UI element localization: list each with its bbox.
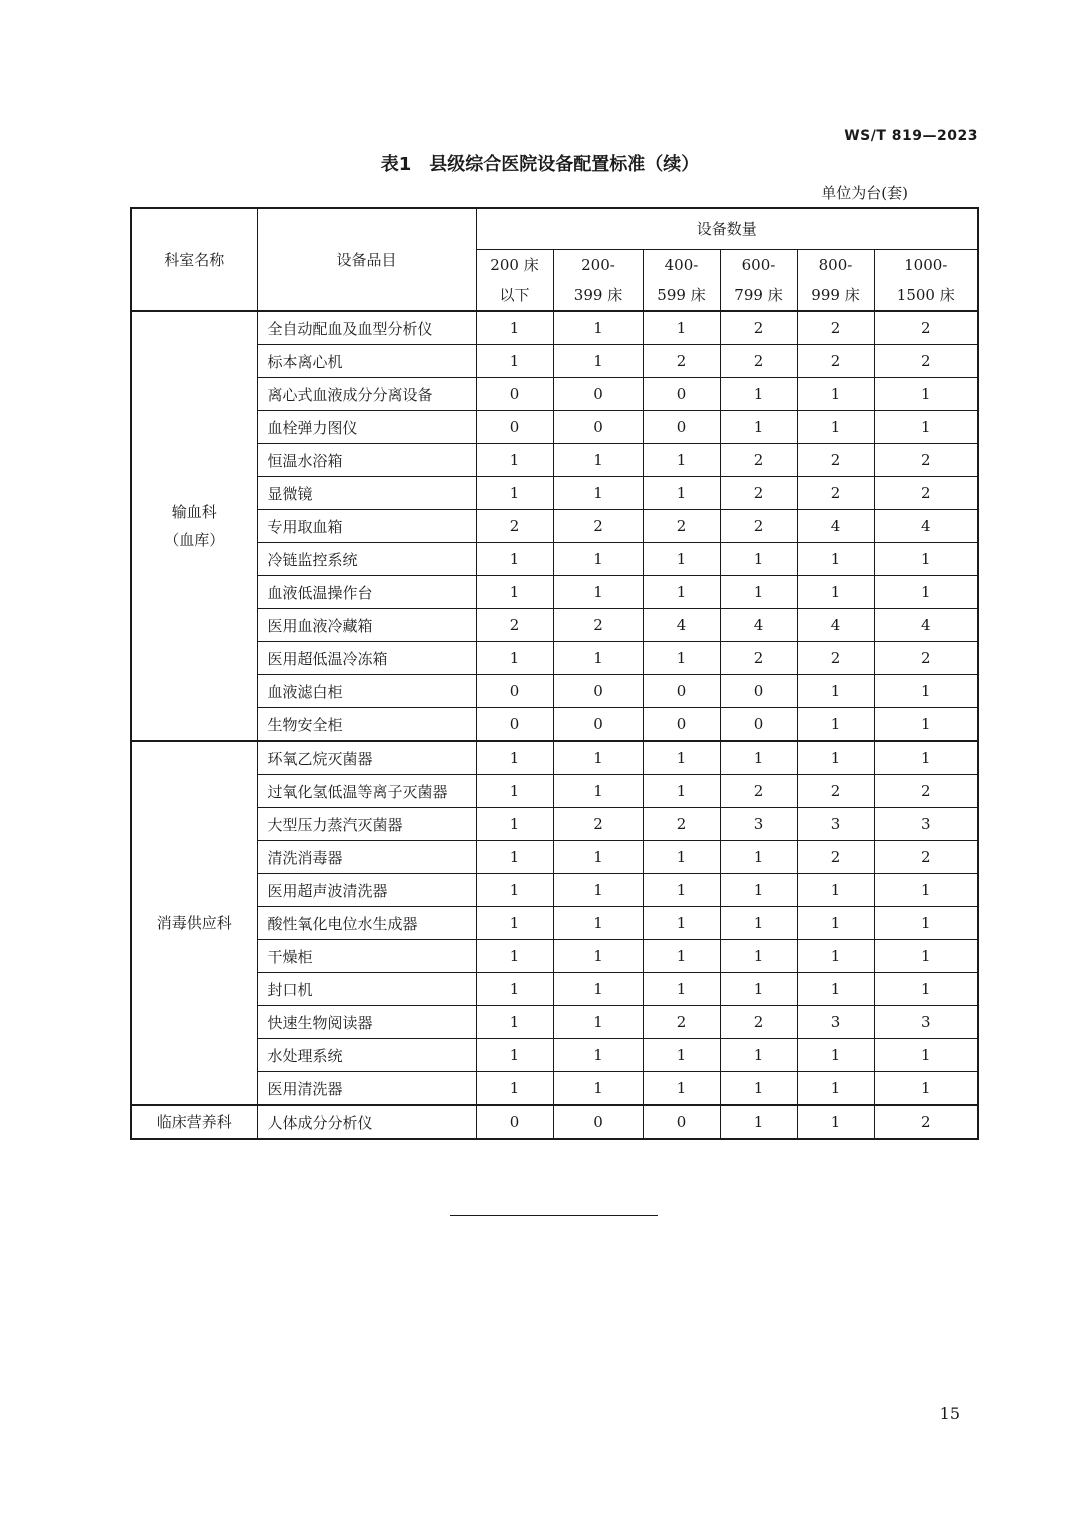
quantity-cell: 1 (643, 642, 720, 675)
quantity-cell: 0 (476, 708, 553, 742)
quantity-cell: 1 (476, 741, 553, 775)
quantity-cell: 1 (874, 1039, 978, 1072)
quantity-cell: 2 (874, 345, 978, 378)
quantity-cell: 1 (797, 907, 874, 940)
quantity-cell: 1 (720, 907, 797, 940)
equipment-item: 冷链监控系统 (257, 543, 476, 576)
quantity-cell: 1 (720, 576, 797, 609)
table-row (131, 1072, 978, 1106)
quantity-cell: 2 (720, 444, 797, 477)
quantity-cell: 1 (643, 741, 720, 775)
quantity-cell: 1 (643, 543, 720, 576)
quantity-cell: 1 (874, 1072, 978, 1106)
table-row (131, 311, 978, 345)
table-row (131, 444, 978, 477)
quantity-cell: 1 (797, 708, 874, 742)
equipment-item: 标本离心机 (257, 345, 476, 378)
quantity-cell: 1 (874, 378, 978, 411)
quantity-cell: 3 (720, 808, 797, 841)
equipment-item: 血液滤白柜 (257, 675, 476, 708)
table-row (131, 609, 978, 642)
quantity-cell: 1 (553, 940, 643, 973)
equipment-table (130, 207, 979, 1140)
quantity-cell: 1 (476, 576, 553, 609)
quantity-cell: 2 (720, 311, 797, 345)
quantity-cell: 2 (797, 775, 874, 808)
bed-range-line1: 800- (818, 256, 853, 274)
quantity-cell: 1 (720, 874, 797, 907)
quantity-cell: 0 (643, 675, 720, 708)
quantity-cell: 1 (797, 543, 874, 576)
quantity-cell: 1 (553, 841, 643, 874)
quantity-cell: 2 (553, 808, 643, 841)
col-header-beds (797, 250, 874, 312)
bed-range-line2: 599 床 (657, 286, 706, 304)
quantity-cell: 2 (797, 477, 874, 510)
quantity-cell: 0 (553, 675, 643, 708)
equipment-item: 显微镜 (257, 477, 476, 510)
department-name (131, 741, 257, 1105)
quantity-cell: 0 (643, 411, 720, 444)
quantity-cell: 0 (476, 378, 553, 411)
quantity-cell: 1 (643, 874, 720, 907)
quantity-cell: 1 (720, 973, 797, 1006)
quantity-cell: 1 (643, 907, 720, 940)
quantity-cell: 1 (874, 940, 978, 973)
equipment-item: 大型压力蒸汽灭菌器 (257, 808, 476, 841)
bed-range-line2: 799 床 (734, 286, 783, 304)
bed-range-line1: 400- (664, 256, 699, 274)
quantity-cell: 1 (720, 543, 797, 576)
quantity-cell: 2 (643, 510, 720, 543)
table-row (131, 874, 978, 907)
quantity-cell: 1 (476, 444, 553, 477)
table-row (131, 907, 978, 940)
quantity-cell: 1 (553, 1006, 643, 1039)
table-row (131, 940, 978, 973)
table-header (131, 208, 978, 311)
unit-note: 单位为台(套) (821, 184, 908, 202)
quantity-cell: 0 (553, 378, 643, 411)
quantity-cell: 1 (720, 940, 797, 973)
quantity-cell: 2 (553, 609, 643, 642)
quantity-cell: 1 (476, 543, 553, 576)
quantity-cell: 0 (476, 411, 553, 444)
quantity-cell: 2 (643, 345, 720, 378)
quantity-cell: 0 (720, 708, 797, 742)
quantity-cell: 4 (643, 609, 720, 642)
quantity-cell: 2 (874, 1105, 978, 1139)
col-header-beds (553, 250, 643, 312)
equipment-item: 水处理系统 (257, 1039, 476, 1072)
quantity-cell: 2 (476, 510, 553, 543)
quantity-cell: 3 (874, 1006, 978, 1039)
equipment-item: 快速生物阅读器 (257, 1006, 476, 1039)
quantity-cell: 2 (643, 1006, 720, 1039)
quantity-cell: 1 (553, 907, 643, 940)
quantity-cell: 0 (476, 1105, 553, 1139)
quantity-cell: 1 (797, 675, 874, 708)
equipment-item: 医用超低温冷冻箱 (257, 642, 476, 675)
department-name-line1: 消毒供应科 (156, 914, 232, 932)
equipment-item: 离心式血液成分分离设备 (257, 378, 476, 411)
table-row (131, 708, 978, 742)
quantity-cell: 1 (797, 874, 874, 907)
quantity-cell: 4 (874, 510, 978, 543)
quantity-cell: 1 (476, 477, 553, 510)
quantity-cell: 2 (797, 642, 874, 675)
table-row (131, 775, 978, 808)
quantity-cell: 1 (553, 741, 643, 775)
col-header-dept: 科室名称 (131, 208, 257, 311)
equipment-item: 过氧化氢低温等离子灭菌器 (257, 775, 476, 808)
bed-range-line1: 200 床 (490, 256, 539, 274)
equipment-item: 干燥柜 (257, 940, 476, 973)
quantity-cell: 0 (643, 378, 720, 411)
quantity-cell: 1 (797, 411, 874, 444)
quantity-cell: 1 (874, 973, 978, 1006)
quantity-cell: 3 (874, 808, 978, 841)
equipment-item: 专用取血箱 (257, 510, 476, 543)
quantity-cell: 0 (553, 1105, 643, 1139)
equipment-item: 医用清洗器 (257, 1072, 476, 1106)
bed-range-line2: 999 床 (811, 286, 860, 304)
quantity-cell: 1 (476, 1006, 553, 1039)
department-name (131, 311, 257, 741)
quantity-cell: 2 (874, 642, 978, 675)
table-row (131, 1105, 978, 1139)
table-row (131, 510, 978, 543)
equipment-item: 酸性氧化电位水生成器 (257, 907, 476, 940)
table-row (131, 808, 978, 841)
quantity-cell: 1 (553, 874, 643, 907)
equipment-item: 全自动配血及血型分析仪 (257, 311, 476, 345)
quantity-cell: 1 (553, 543, 643, 576)
department-name-line2: （血库） (164, 531, 225, 549)
quantity-cell: 1 (553, 775, 643, 808)
col-header-beds (643, 250, 720, 312)
quantity-cell: 2 (720, 642, 797, 675)
quantity-cell: 1 (553, 576, 643, 609)
quantity-cell: 2 (720, 775, 797, 808)
table-number: 表1 (380, 154, 412, 175)
quantity-cell: 2 (553, 510, 643, 543)
standard-code: WS/T 819—2023 (844, 128, 978, 144)
equipment-item: 人体成分分析仪 (257, 1105, 476, 1139)
table-row (131, 477, 978, 510)
col-header-quantity: 设备数量 (476, 208, 978, 250)
quantity-cell: 1 (553, 1072, 643, 1106)
quantity-cell: 1 (476, 775, 553, 808)
quantity-cell: 2 (874, 477, 978, 510)
quantity-cell: 2 (720, 1006, 797, 1039)
quantity-cell: 2 (874, 311, 978, 345)
quantity-cell: 1 (874, 543, 978, 576)
quantity-cell: 1 (643, 444, 720, 477)
quantity-cell: 1 (553, 973, 643, 1006)
quantity-cell: 1 (553, 345, 643, 378)
quantity-cell: 2 (797, 311, 874, 345)
equipment-item: 血液低温操作台 (257, 576, 476, 609)
table-row (131, 741, 978, 775)
quantity-cell: 4 (797, 510, 874, 543)
equipment-item: 封口机 (257, 973, 476, 1006)
quantity-cell: 1 (874, 708, 978, 742)
quantity-cell: 1 (874, 907, 978, 940)
table-row (131, 378, 978, 411)
quantity-cell: 1 (720, 1072, 797, 1106)
table-title (0, 150, 1080, 176)
table-row (131, 841, 978, 874)
quantity-cell: 1 (797, 576, 874, 609)
quantity-cell: 2 (476, 609, 553, 642)
quantity-cell: 1 (476, 642, 553, 675)
table-title-text: 县级综合医院设备配置标准（续） (429, 154, 700, 175)
col-header-beds (720, 250, 797, 312)
quantity-cell: 1 (553, 444, 643, 477)
equipment-item: 恒温水浴箱 (257, 444, 476, 477)
quantity-cell: 1 (797, 1072, 874, 1106)
quantity-cell: 1 (476, 311, 553, 345)
quantity-cell: 1 (797, 973, 874, 1006)
quantity-cell: 1 (643, 1072, 720, 1106)
quantity-cell: 2 (643, 808, 720, 841)
department-group (131, 741, 978, 1105)
table-row (131, 642, 978, 675)
quantity-cell: 1 (476, 808, 553, 841)
equipment-item: 清洗消毒器 (257, 841, 476, 874)
quantity-cell: 2 (797, 345, 874, 378)
quantity-cell: 1 (797, 1039, 874, 1072)
quantity-cell: 1 (643, 477, 720, 510)
quantity-cell: 2 (720, 510, 797, 543)
quantity-cell: 4 (720, 609, 797, 642)
quantity-cell: 1 (874, 411, 978, 444)
quantity-cell: 2 (720, 345, 797, 378)
table-row (131, 411, 978, 444)
quantity-cell: 1 (476, 1039, 553, 1072)
quantity-cell: 0 (643, 708, 720, 742)
quantity-cell: 1 (643, 973, 720, 1006)
bed-range-line2: 以下 (499, 286, 530, 304)
quantity-cell: 3 (797, 1006, 874, 1039)
quantity-cell: 4 (797, 609, 874, 642)
table-row (131, 675, 978, 708)
quantity-cell: 1 (643, 576, 720, 609)
quantity-cell: 4 (874, 609, 978, 642)
quantity-cell: 1 (797, 741, 874, 775)
quantity-cell: 1 (874, 874, 978, 907)
quantity-cell: 1 (720, 411, 797, 444)
quantity-cell: 2 (720, 477, 797, 510)
bed-range-line2: 1500 床 (896, 286, 955, 304)
equipment-item: 血栓弹力图仪 (257, 411, 476, 444)
table-row (131, 1039, 978, 1072)
quantity-cell: 1 (553, 1039, 643, 1072)
quantity-cell: 1 (874, 675, 978, 708)
col-header-beds (476, 250, 553, 312)
quantity-cell: 2 (797, 444, 874, 477)
table-row (131, 1006, 978, 1039)
quantity-cell: 1 (476, 874, 553, 907)
equipment-item: 医用超声波清洗器 (257, 874, 476, 907)
bed-range-line1: 600- (741, 256, 776, 274)
page-number: 15 (939, 1404, 960, 1423)
department-group (131, 311, 978, 741)
quantity-cell: 1 (797, 1105, 874, 1139)
bed-range-line1: 1000- (904, 256, 948, 274)
quantity-cell: 1 (476, 940, 553, 973)
quantity-cell: 2 (874, 841, 978, 874)
quantity-cell: 1 (476, 841, 553, 874)
equipment-item: 环氧乙烷灭菌器 (257, 741, 476, 775)
table-row (131, 543, 978, 576)
quantity-cell: 1 (874, 741, 978, 775)
quantity-cell: 1 (720, 741, 797, 775)
quantity-cell: 2 (874, 775, 978, 808)
quantity-cell: 1 (643, 775, 720, 808)
quantity-cell: 1 (720, 1105, 797, 1139)
quantity-cell: 0 (553, 708, 643, 742)
quantity-cell: 1 (797, 378, 874, 411)
quantity-cell: 1 (553, 311, 643, 345)
table-row (131, 576, 978, 609)
quantity-cell: 1 (553, 642, 643, 675)
equipment-item: 生物安全柜 (257, 708, 476, 742)
quantity-cell: 1 (476, 345, 553, 378)
quantity-cell: 1 (720, 378, 797, 411)
quantity-cell: 1 (643, 311, 720, 345)
bed-range-line2: 399 床 (573, 286, 623, 304)
table-row (131, 345, 978, 378)
department-name (131, 1105, 257, 1139)
quantity-cell: 1 (476, 1072, 553, 1106)
quantity-cell: 1 (643, 1039, 720, 1072)
quantity-cell: 1 (476, 907, 553, 940)
col-header-beds (874, 250, 978, 312)
quantity-cell: 1 (720, 841, 797, 874)
equipment-item: 医用血液冷藏箱 (257, 609, 476, 642)
department-name-line1: 临床营养科 (156, 1113, 232, 1131)
quantity-cell: 1 (476, 973, 553, 1006)
bed-range-line1: 200- (581, 256, 615, 274)
quantity-cell: 1 (720, 1039, 797, 1072)
end-rule (450, 1215, 658, 1216)
col-header-item: 设备品目 (257, 208, 476, 311)
quantity-cell: 0 (720, 675, 797, 708)
quantity-cell: 2 (797, 841, 874, 874)
quantity-cell: 1 (553, 477, 643, 510)
quantity-cell: 1 (643, 940, 720, 973)
quantity-cell: 0 (476, 675, 553, 708)
quantity-cell: 3 (797, 808, 874, 841)
table-row (131, 973, 978, 1006)
department-name-line1: 输血科 (171, 503, 217, 521)
quantity-cell: 0 (643, 1105, 720, 1139)
quantity-cell: 0 (553, 411, 643, 444)
department-group (131, 1105, 978, 1139)
quantity-cell: 1 (874, 576, 978, 609)
quantity-cell: 1 (643, 841, 720, 874)
quantity-cell: 2 (874, 444, 978, 477)
quantity-cell: 1 (797, 940, 874, 973)
